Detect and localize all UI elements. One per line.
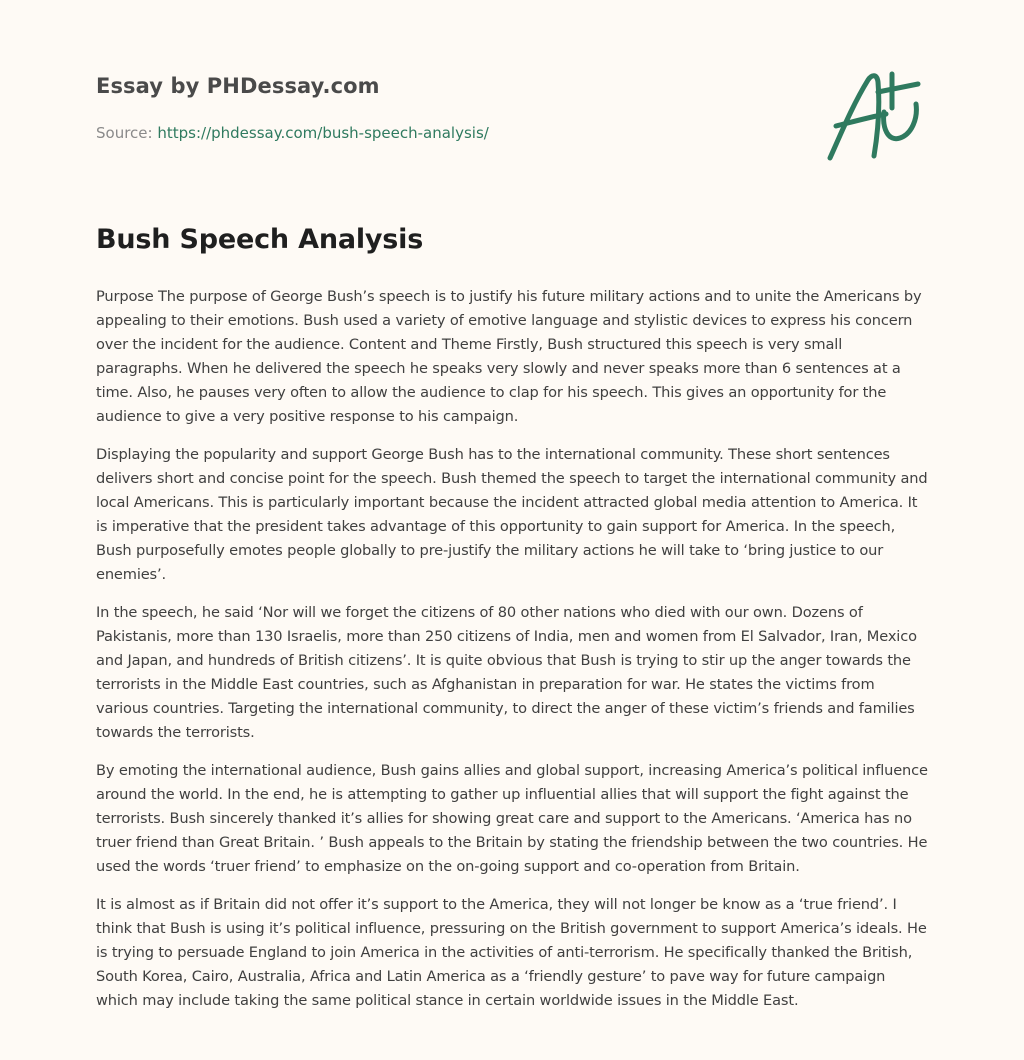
paragraph: By emoting the international audience, Bush gains allies and global support, increasing America’s political influence around the world. In the end, he is attempting to gather up influential allies that will support the fight against the terrorists. Bush sincerely thanked it’s allies for showing great care and support to the Americans. ‘America has no truer friend than Great Britain. ’ Bush appeals to the Britain by stating the friendship between the two countries. He used the words ‘truer friend’ to emphasize on the on-going support and co-operation from Britain. xyxy=(96,762,928,875)
essay-header xyxy=(96,74,928,142)
source-line xyxy=(96,124,489,142)
brand-title: Essay by PHDessay.com xyxy=(96,74,380,98)
page-title: Bush Speech Analysis xyxy=(96,224,424,255)
paragraph: In the speech, he said ‘Nor will we forget the citizens of 80 other nations who died with our own. Dozens of Pakistanis, more than 130 Israelis, more than 250 citizens of India, men and women from El Salvador, Iran, Mexico and Japan, and hundreds of British citizens’. It is quite obvious that Bush is trying to stir up the anger towards the terrorists in the Middle East countries, such as Afghanistan in preparation for war. He states the victims from various countries. Targeting the international community, to direct the anger of these victim’s friends and families towards the terrorists. xyxy=(96,604,917,741)
paragraph: Purpose The purpose of George Bush’s speech is to justify his future military actions and to unite the Americans by appealing to their emotions. Bush used a variety of emotive language and stylistic devices to express his concern over the incident for the audience. Content and Theme Firstly, Bush structured this speech is very small paragraphs. When he delivered the speech he speaks very slowly and never speaks more than 6 sentences at a time. Also, he pauses very often to allow the audience to clap for his speech. This gives an opportunity for the audience to give a very positive response to his campaign. xyxy=(96,288,922,425)
paragraph: Displaying the popularity and support George Bush has to the international community. These short sentences delivers short and concise point for the speech. Bush themed the speech to target the international community and local Americans. This is particularly important because the incident attracted global media attention to America. It is imperative that the president takes advantage of this opportunity to gain support for America. In the speech, Bush purposefully emotes people globally to pre-justify the military actions he will take to ‘bring justice to our enemies’. xyxy=(96,446,928,583)
paragraph: It is almost as if Britain did not offer it’s support to the America, they will not longer be know as a ‘true friend’. I think that Bush is using it’s political influence, pressuring on the British government to support America’s ideals. He is trying to persuade England to join America in the activities of anti-terrorism. He specifically thanked the British, South Korea, Cairo, Australia, Africa and Latin America as a ‘friendly gesture’ to pave way for future campaign which may include taking the same political stance in certain worldwide issues in the Middle East. xyxy=(96,896,927,1009)
source-label: Source: xyxy=(96,124,153,142)
source-link[interactable]: https://phdessay.com/bush-speech-analysis/ xyxy=(157,124,489,142)
essay-body xyxy=(96,285,930,1027)
a-plus-grade-icon xyxy=(822,66,932,166)
